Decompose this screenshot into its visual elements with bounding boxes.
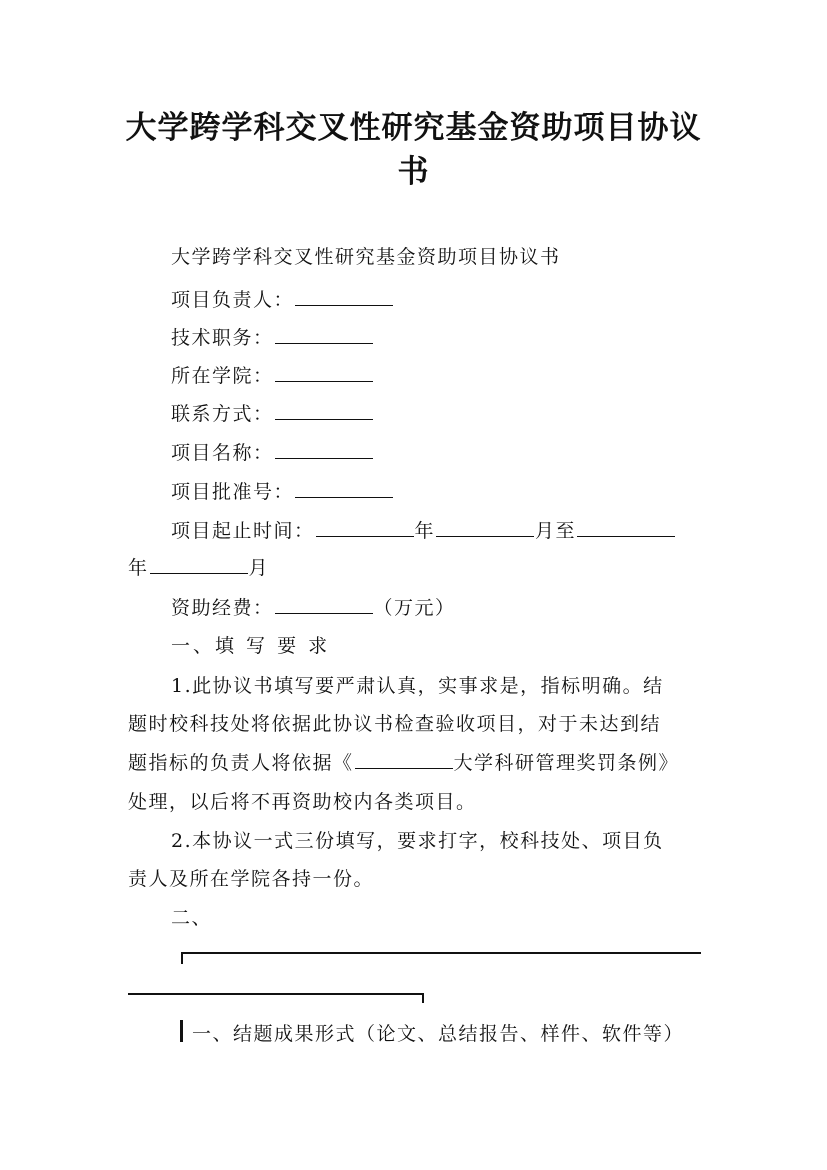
year-text: 年 (128, 557, 149, 579)
field-label: 项目起止时间： (171, 520, 315, 542)
blank-line[interactable] (295, 304, 393, 306)
month-text: 月 (248, 557, 270, 579)
field-college (171, 361, 374, 388)
table-corner-top-left (181, 952, 183, 964)
field-approval-number (171, 477, 394, 504)
field-contact (171, 399, 374, 426)
field-label: 项目批准号： (171, 481, 295, 503)
text-segment: 题指标的负责人将依据《 (128, 752, 354, 774)
field-funding (171, 593, 456, 620)
month-to-text: 月至 (535, 520, 577, 542)
text-segment: 大学科研管理奖罚条例》 (453, 752, 680, 774)
blank-line[interactable] (275, 457, 373, 459)
field-project-leader (171, 285, 394, 312)
blank-line[interactable] (275, 612, 373, 614)
table-border-mid (128, 993, 424, 995)
field-technical-title (171, 323, 374, 350)
document-subtitle: 大学跨学科交叉性研究基金资助项目协议书 (171, 246, 561, 268)
year-text: 年 (414, 520, 436, 542)
blank-line[interactable] (150, 572, 248, 574)
blank-line[interactable] (275, 342, 373, 344)
document-title-line1: 大学跨学科交叉性研究基金资助项目协议 (125, 110, 702, 146)
field-label: 所在学院： (171, 365, 274, 387)
table-corner-bottom-right (422, 993, 424, 1003)
paragraph-line: 2.本协议一式三份填写，要求打字，校科技处、项目负 (171, 830, 664, 852)
field-project-period-cont (128, 553, 269, 580)
section-heading-two: 二、 (171, 907, 213, 929)
document-title-line2: 书 (397, 154, 430, 190)
field-label: 项目名称： (171, 442, 274, 464)
table-left-bar (180, 1020, 183, 1042)
paragraph-line (128, 748, 679, 775)
table-border-top (181, 952, 701, 954)
paragraph-line: 责人及所在学院各持一份。 (128, 868, 375, 890)
blank-line[interactable] (436, 535, 534, 537)
field-label: 资助经费： (171, 597, 274, 619)
paragraph-line: 1.此协议书填写要严肃认真，实事求是，指标明确。结 (171, 675, 664, 697)
blank-line[interactable] (577, 535, 675, 537)
paragraph-line: 题时校科技处将依据此协议书检查验收项目，对于未达到结 (128, 713, 662, 735)
blank-line[interactable] (295, 496, 393, 498)
blank-line[interactable] (355, 767, 453, 769)
section-heading-requirements: 一、填 写 要 求 (171, 635, 331, 657)
blank-line[interactable] (275, 380, 373, 382)
unit-text: （万元） (373, 597, 456, 619)
field-label: 项目负责人： (171, 289, 295, 311)
field-label: 技术职务： (171, 327, 274, 349)
field-project-name (171, 438, 374, 465)
paragraph-line: 处理，以后将不再资助校内各类项目。 (128, 791, 477, 813)
blank-line[interactable] (316, 535, 414, 537)
field-label: 联系方式： (171, 403, 274, 425)
blank-line[interactable] (275, 418, 373, 420)
field-project-period (171, 516, 676, 543)
table-row-outcome-form: 一、结题成果形式（论文、总结报告、样件、软件等） (192, 1023, 685, 1045)
